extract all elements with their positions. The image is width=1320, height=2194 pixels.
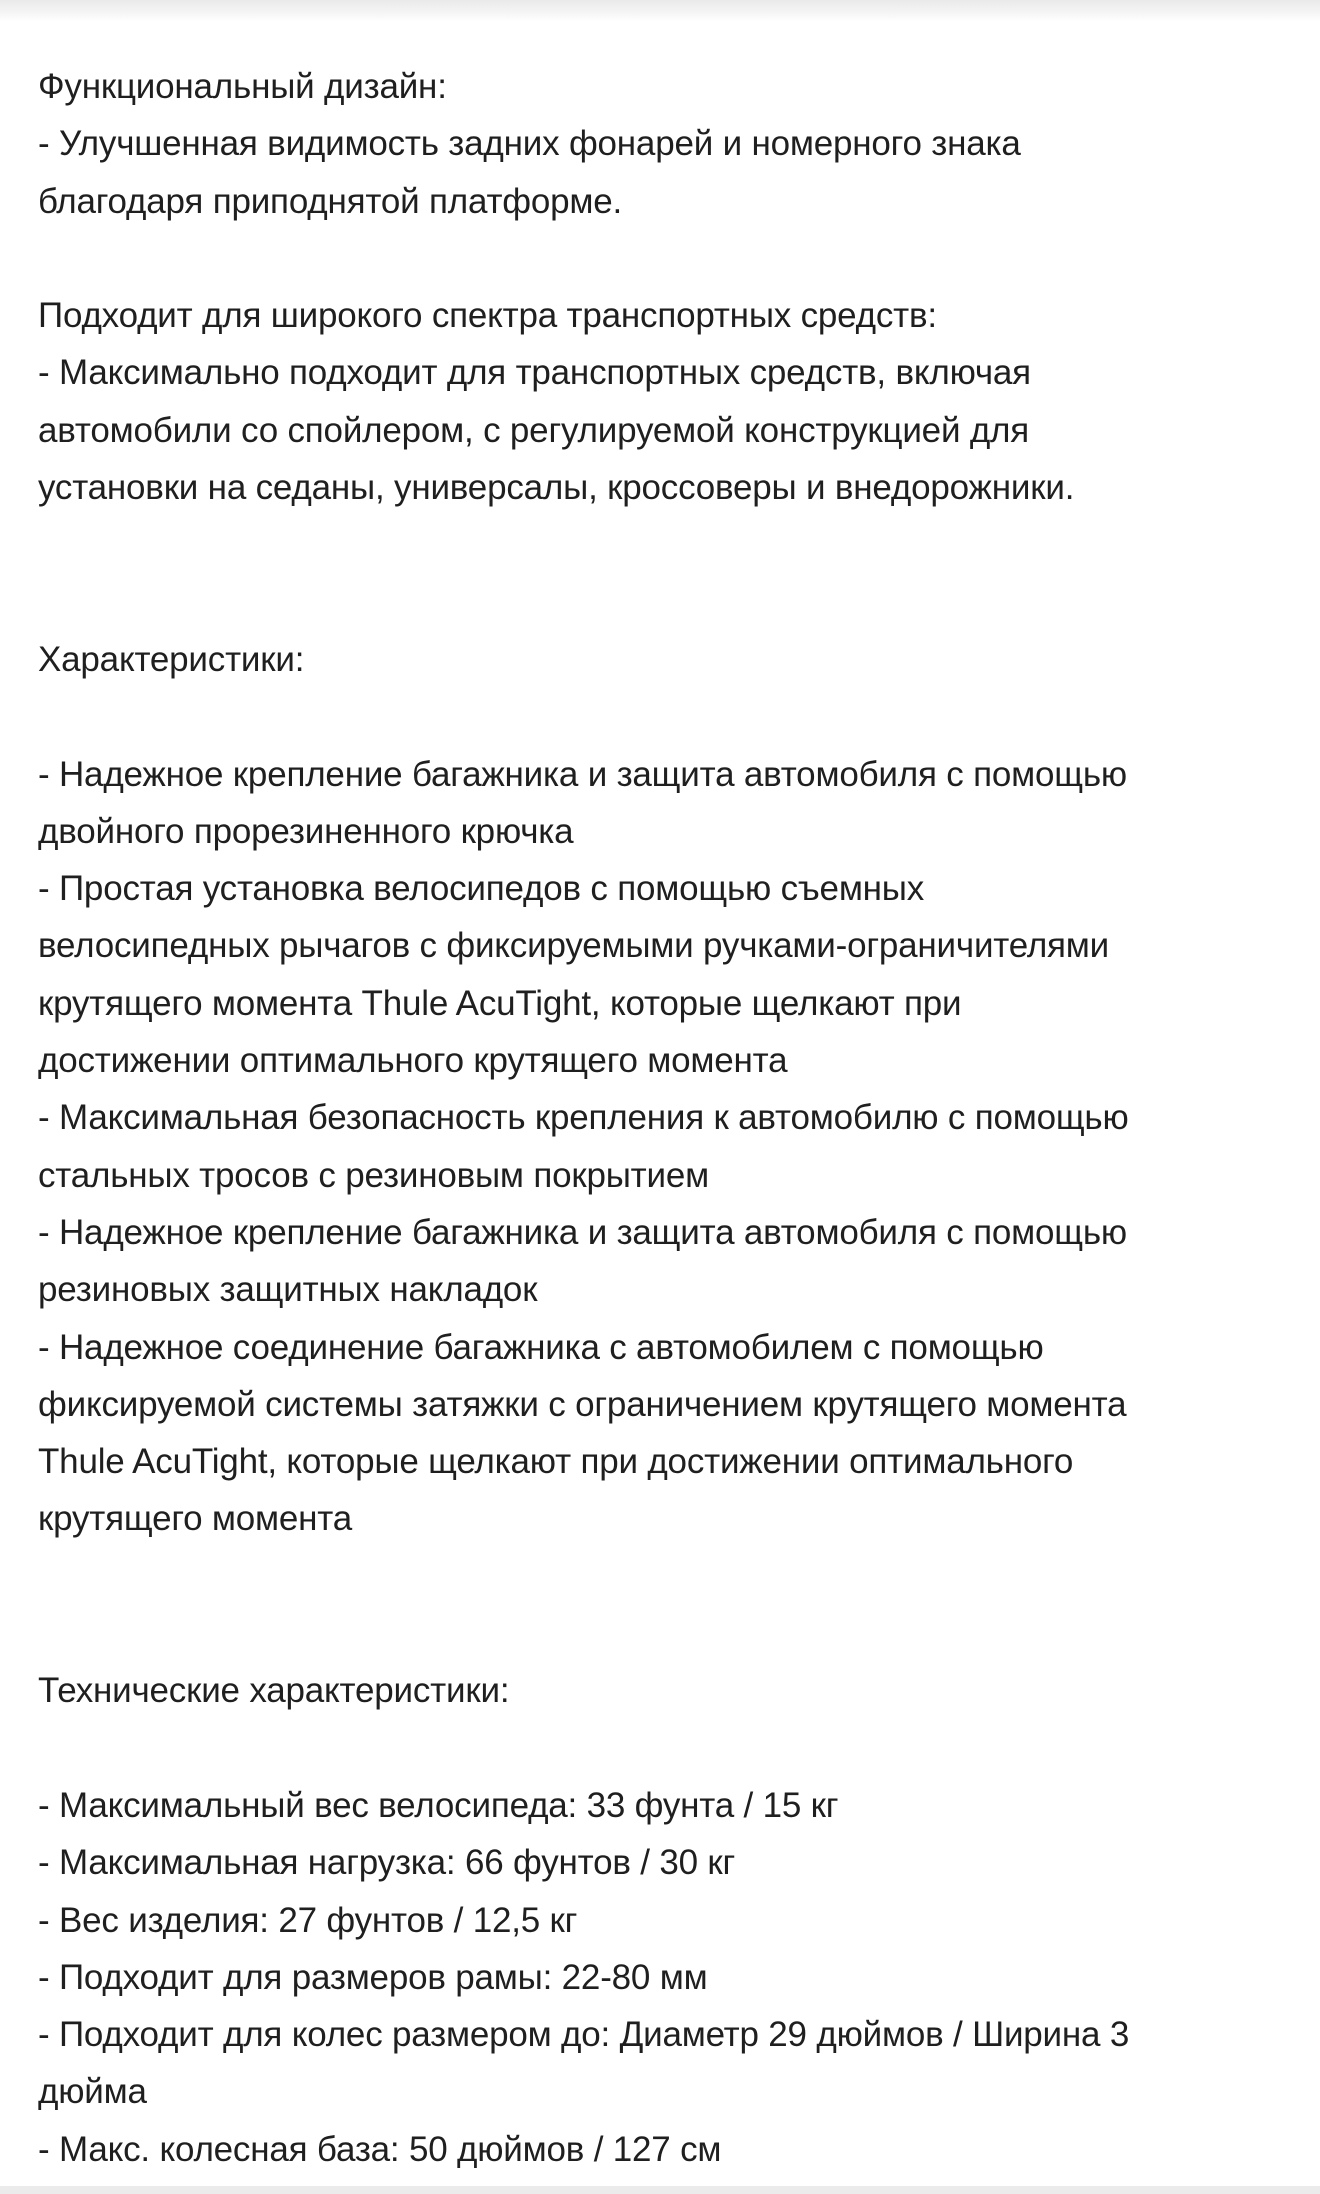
spacer: [38, 688, 1300, 745]
section-heading-functional-design: Функциональный дизайн:: [38, 67, 447, 106]
feature-line: - Простая установка велосипедов с помощью съемных: [38, 869, 925, 909]
feature-line: стальных тросов с резиновым покрытием: [38, 1155, 709, 1195]
feature-line: - Максимальная безопасность крепления к автомобилю с помощью: [38, 1098, 1129, 1138]
feature-line: резиновых защитных накладок: [38, 1270, 538, 1310]
feature-line: двойного прорезиненного крючка: [38, 811, 574, 851]
spec-line: - Подходит для размеров рамы: 22-80 мм: [38, 1957, 708, 1997]
feature-line: - Надежное крепление багажника и защита автомобиля с помощью: [38, 1212, 1127, 1252]
feature-line: - Надежное соединение багажника с автомобилем с помощью: [38, 1327, 1044, 1367]
feature-line: велосипедных рычагов с фиксируемыми ручками-ограничителями: [38, 926, 1110, 966]
text-line: - Улучшенная видимость задних фонарей и номерного знака: [38, 124, 1021, 164]
spacer: [38, 1720, 1300, 1777]
spec-line: - Вес изделия: 27 фунтов / 12,5 кг: [38, 1900, 578, 1940]
spec-line: - Максимальный вес велосипеда: 33 фунта / 15 кг: [38, 1785, 839, 1825]
spec-line: дюйма: [38, 2072, 147, 2112]
spacer: [38, 1548, 1300, 1605]
text-line: установки на седаны, универсалы, кроссоверы и внедорожники.: [38, 468, 1075, 508]
feature-line: крутящего момента Thule AcuTight, которые щелкают при: [38, 983, 962, 1023]
section-heading-features: Характеристики:: [38, 639, 305, 679]
feature-line: крутящего момента: [38, 1499, 353, 1539]
product-description: [38, 58, 1300, 2178]
feature-line: фиксируемой системы затяжки с ограничением крутящего момента: [38, 1384, 1127, 1424]
bottom-divider: [0, 2186, 1320, 2194]
spec-line: - Максимальная нагрузка: 66 фунтов / 30 кг: [38, 1843, 736, 1883]
spec-line: - Подходит для колес размером до: Диаметр 29 дюймов / Ширина 3: [38, 2015, 1130, 2055]
spacer: [38, 230, 1300, 287]
top-shadow-divider: [0, 0, 1320, 22]
text-line: автомобили со спойлером, с регулируемой конструкцией для: [38, 410, 1030, 450]
spacer: [38, 574, 1300, 631]
text-line: - Максимально подходит для транспортных средств, включая: [38, 353, 1031, 393]
section-heading-tech-specs: Технические характеристики:: [38, 1671, 510, 1711]
feature-line: Thule AcuTight, которые щелкают при достижении оптимального: [38, 1442, 1074, 1482]
feature-line: достижении оптимального крутящего момента: [38, 1041, 788, 1081]
text-line: благодаря приподнятой платформе.: [38, 181, 623, 221]
section-heading-vehicle-fit: Подходит для широкого спектра транспортных средств:: [38, 296, 937, 336]
feature-line: - Надежное крепление багажника и защита автомобиля с помощью: [38, 754, 1127, 794]
spec-line: - Макс. колесная база: 50 дюймов / 127 см: [38, 2129, 722, 2169]
spacer: [38, 1605, 1300, 1662]
spacer: [38, 516, 1300, 573]
